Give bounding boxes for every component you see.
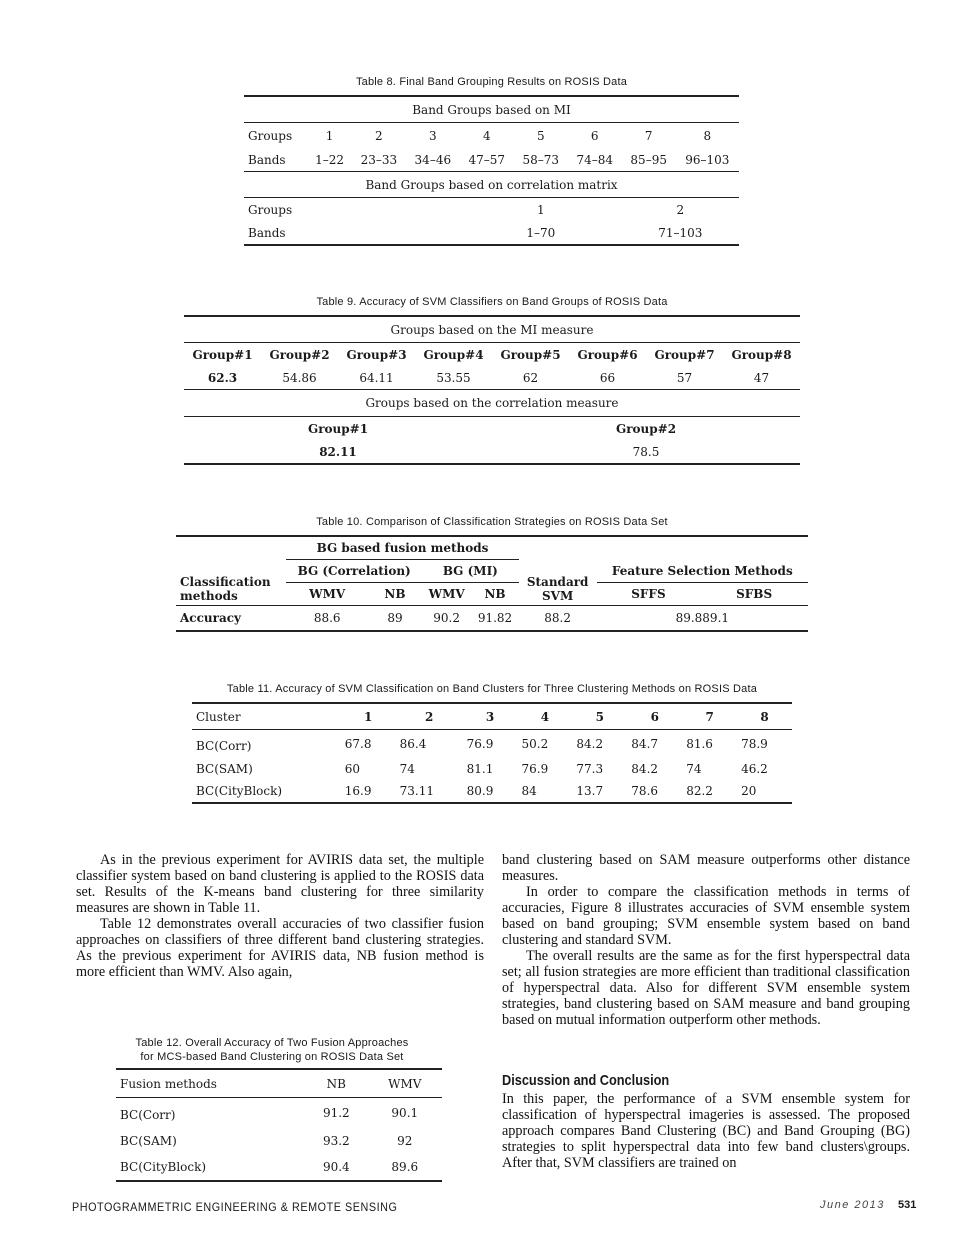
table10-fs-header: Feature Selection Methods: [597, 560, 808, 583]
table9-corr-header: Groups based on the correlation measure: [365, 396, 619, 410]
table12-header-cell: NB: [326, 1076, 346, 1091]
table9-corr-value: 78.5: [632, 445, 660, 459]
table9-mi-group: Group#1: [192, 348, 253, 362]
table8-bands-label: Bands: [248, 226, 286, 240]
table10-sffs-header: SFFS: [631, 587, 666, 601]
table9-mi-group: Group#3: [346, 348, 407, 362]
table10-standard-line2: SVM: [542, 589, 574, 603]
table8-mi-group: 6: [590, 129, 599, 143]
table12-cell: 90.1: [391, 1106, 419, 1120]
table11-cell: 67.8: [344, 737, 372, 751]
table12-cell: 92: [397, 1134, 413, 1148]
table11-cell: 76.9: [521, 762, 549, 776]
table12: [116, 1068, 442, 1182]
journal-name: PHOTOGRAMMETRIC ENGINEERING & REMOTE SENSING: [72, 1200, 398, 1214]
right-column-text-2: [502, 1091, 910, 1171]
table11-cell: 13.7: [576, 784, 604, 798]
table8-mi-group: 1: [325, 129, 334, 143]
table11: [192, 702, 792, 804]
table11-cell: 81.6: [686, 737, 713, 751]
table10-sub-header: WMV: [309, 587, 346, 601]
table8-mi-group: 7: [644, 129, 653, 143]
issue-month: June 2013: [820, 1199, 885, 1211]
table10-sub-header: NB: [384, 587, 406, 601]
table8-groups-label: Groups: [248, 203, 293, 217]
table11-header-cell: 2: [424, 709, 434, 724]
table10-class-methods-line1: Classification: [180, 575, 271, 589]
table9: [184, 315, 800, 465]
table10-classification-methods-header: [176, 536, 286, 606]
table10-sfbs-header: SFBS: [736, 587, 773, 601]
table11-cell: 16.9: [344, 784, 372, 798]
table11-cell: BC(CityBlock): [196, 784, 283, 798]
table-row: [192, 758, 792, 780]
table8-mi-header: Band Groups based on MI: [244, 96, 739, 123]
right-column-text: [502, 852, 910, 1028]
left-paragraph-2: Table 12 demonstrates overall accuracies of two classifier fusion approaches on classifiers of three different band clustering strategies. As the previous experiment for AVIRIS data, NB fusion method is more efficient than WMV. Also again,: [76, 916, 484, 980]
table11-cell: BC(Corr): [196, 739, 252, 753]
table8-corr-band: 71–103: [658, 226, 703, 240]
table8-mi-group: 8: [703, 129, 712, 143]
table10: [176, 535, 808, 632]
table9-mi-value: 57: [676, 371, 693, 385]
section-heading: Discussion and Conclusion: [502, 1072, 670, 1089]
table-row: [116, 1154, 442, 1181]
table10-fs-value: 89.889.1: [675, 611, 730, 625]
table11-cell: 77.3: [576, 762, 604, 776]
table12-cell: 90.4: [322, 1160, 350, 1174]
table10-bg-mi-header: BG (MI): [422, 560, 519, 583]
table12-cell: 93.2: [322, 1134, 350, 1148]
table8-corr-group: 1: [536, 203, 545, 217]
right-paragraph-3: The overall results are the same as for the first hyperspectral data set; all fusion strategies are more efficient than traditional classification of hyperspectral data. Also for different SVM ensemble system strategies, band clustering based on SAM measure and band grouping based on mutual information outperform other methods.: [502, 948, 910, 1028]
table9-mi-group: Group#6: [577, 348, 638, 362]
table11-cell: 78.9: [741, 737, 768, 751]
table11-cell: 82.2: [686, 784, 713, 798]
table9-corr-group: Group#2: [615, 422, 677, 436]
table12-header-cell: Fusion methods: [120, 1076, 217, 1091]
table8-corr-group: 2: [676, 203, 685, 217]
table12-label: Table 12.: [135, 1037, 182, 1049]
table10-bg-header: BG based fusion methods: [286, 536, 518, 560]
table11-header-cell: 6: [650, 709, 659, 724]
table9-corr-group: Group#1: [307, 422, 369, 436]
table12-caption: [116, 1036, 428, 1064]
table10-value: 89: [387, 611, 403, 625]
table10-value: 90.2: [433, 611, 460, 625]
table9-mi-group: Group#8: [731, 348, 792, 362]
table12-cell: BC(CityBlock): [120, 1160, 207, 1174]
table8-mi-group: 4: [482, 129, 491, 143]
right-paragraph-2: In order to compare the classification methods in terms of accuracies, Figure 8 illustrates accuracies of SVM ensemble system based on band grouping; SVM ensemble system based on band clustering and standard SVM.: [502, 884, 910, 948]
table-row: [116, 1128, 442, 1154]
table9-caption: [184, 296, 800, 308]
table11-cell: 86.4: [399, 737, 427, 751]
table11-cell: 60: [344, 762, 361, 776]
table9-mi-group: Group#4: [423, 348, 484, 362]
table10-standard-line1: Standard: [526, 575, 589, 589]
table10-value: 91.82: [477, 611, 513, 625]
left-paragraph-1: As in the previous experiment for AVIRIS data set, the multiple classifier system based on band clustering is applied to the ROSIS data set. Results of the K-means band clustering for three similarity measures are shown in Table 11.: [76, 852, 484, 916]
table11-cell: 81.1: [466, 762, 494, 776]
table10-sub-header: WMV: [428, 587, 465, 601]
table8-bands-label: Bands: [248, 153, 286, 167]
table8-groups-label: Groups: [248, 129, 293, 143]
table10-label: Table 10.: [316, 516, 363, 528]
table12-caption-line1: Overall Accuracy of Two Fusion Approaches: [185, 1037, 409, 1049]
footer-right: [820, 1199, 916, 1211]
table11-cell: 84.2: [631, 762, 659, 776]
table11-header-cell: 7: [705, 709, 714, 724]
table8-mi-group: 3: [429, 129, 437, 143]
table11-cell: 76.9: [466, 737, 494, 751]
table11-cell: 80.9: [466, 784, 494, 798]
table8-mi-band: 34–46: [414, 153, 452, 167]
table8-corr-band: 1–70: [526, 226, 556, 240]
table10-row-label: Accuracy: [180, 611, 242, 625]
table12-header-cell: WMV: [388, 1076, 422, 1091]
table9-mi-value: 54.86: [282, 371, 317, 385]
table10-value: 88.6: [313, 611, 341, 625]
table12-cell: BC(SAM): [120, 1134, 177, 1148]
table10-standard-svm-header: [519, 536, 597, 606]
table9-mi-value: 64.11: [359, 371, 394, 385]
table11-cell: 84.7: [631, 737, 659, 751]
left-column-text: [76, 852, 484, 980]
table8-mi-band: 58–73: [522, 153, 560, 167]
table11-cell: 78.6: [631, 784, 659, 798]
table9-mi-group: Group#7: [654, 348, 715, 362]
table8-mi-band: 47–57: [468, 153, 506, 167]
table8-mi-band: 23–33: [360, 153, 398, 167]
right-paragraph-1: band clustering based on SAM measure outperforms other distance measures.: [502, 852, 910, 884]
table11-cell: 46.2: [741, 762, 768, 776]
table11-header-cell: 3: [485, 709, 495, 724]
table8-corr-header: Band Groups based on correlation matrix: [365, 177, 618, 192]
table11-cell: 84.2: [576, 737, 604, 751]
table8-mi-band: 85–95: [630, 153, 667, 167]
table10-caption-text: Comparison of Classification Strategies on ROSIS Data Set: [365, 516, 668, 528]
table9-mi-value: 62: [522, 371, 539, 385]
table8-mi-band: 74–84: [576, 153, 613, 167]
table10-bg-corr-header: BG (Correlation): [286, 560, 422, 583]
table10-class-methods-line2: methods: [180, 589, 238, 603]
table10-value: 88.2: [544, 611, 571, 625]
table8-caption-text: Final Band Grouping Results on ROSIS Data: [399, 76, 628, 88]
table9-mi-group: Group#5: [500, 348, 561, 362]
table11-header-cell: 8: [760, 709, 769, 724]
table-row: [192, 730, 792, 759]
table8-label: Table 8.: [355, 76, 397, 88]
table11-cell: 74: [686, 762, 702, 776]
table11-cell: 73.11: [399, 784, 435, 798]
table9-mi-header: Groups based on the MI measure: [184, 316, 800, 343]
table8-mi-group: 2: [375, 129, 383, 143]
table9-mi-group: Group#2: [269, 348, 330, 362]
table11-header-cell: Cluster: [196, 709, 241, 724]
table10-caption: [176, 516, 808, 528]
table11-cell: 50.2: [521, 737, 549, 751]
table9-mi-value: 47: [753, 371, 770, 385]
table8-mi-band: 96–103: [685, 153, 730, 167]
table11-header-cell: 4: [540, 709, 550, 724]
table12-cell: 89.6: [391, 1160, 419, 1174]
table11-caption-text: Accuracy of SVM Classification on Band Clusters for Three Clustering Methods on ROSIS Data: [275, 683, 758, 695]
table11-caption: [192, 683, 792, 695]
table9-mi-value: 66: [599, 371, 616, 385]
table12-cell: 91.2: [322, 1106, 350, 1120]
table11-cell: 20: [741, 784, 757, 798]
table11-header-cell: 5: [595, 709, 605, 724]
table11-cell: 74: [399, 762, 415, 776]
table11-label: Table 11.: [226, 683, 273, 695]
right-paragraph-4: In this paper, the performance of a SVM ensemble system for classification of hyperspectral imageries is assessed. The proposed approach compares Band Clustering (BC) and Band Grouping (BG) strategies to split hyperspectral data into few band clusters\groups. After that, SVM classifiers are trained on: [502, 1091, 910, 1171]
table11-header-cell: 1: [364, 709, 373, 724]
table9-label: Table 9.: [316, 296, 357, 308]
table12-caption-line2: for MCS-based Band Clustering on ROSIS Data Set: [140, 1051, 404, 1063]
table9-corr-value: 82.11: [319, 445, 357, 459]
table9-mi-value: 53.55: [436, 371, 471, 385]
table11-cell: BC(SAM): [196, 762, 253, 776]
table9-mi-value: 62.3: [207, 371, 238, 385]
table8-mi-band: 1–22: [315, 153, 344, 167]
table10-sub-header: NB: [484, 587, 506, 601]
table8-mi-group: 5: [536, 129, 545, 143]
table8-caption: [244, 76, 739, 88]
page-number: 531: [897, 1199, 917, 1211]
table11-cell: 84: [521, 784, 537, 798]
table-row: [116, 1098, 442, 1129]
table9-caption-text: Accuracy of SVM Classifiers on Band Groups of ROSIS Data: [359, 296, 668, 308]
table-row: [192, 780, 792, 803]
table12-cell: BC(Corr): [120, 1108, 176, 1122]
table8: [244, 95, 739, 246]
